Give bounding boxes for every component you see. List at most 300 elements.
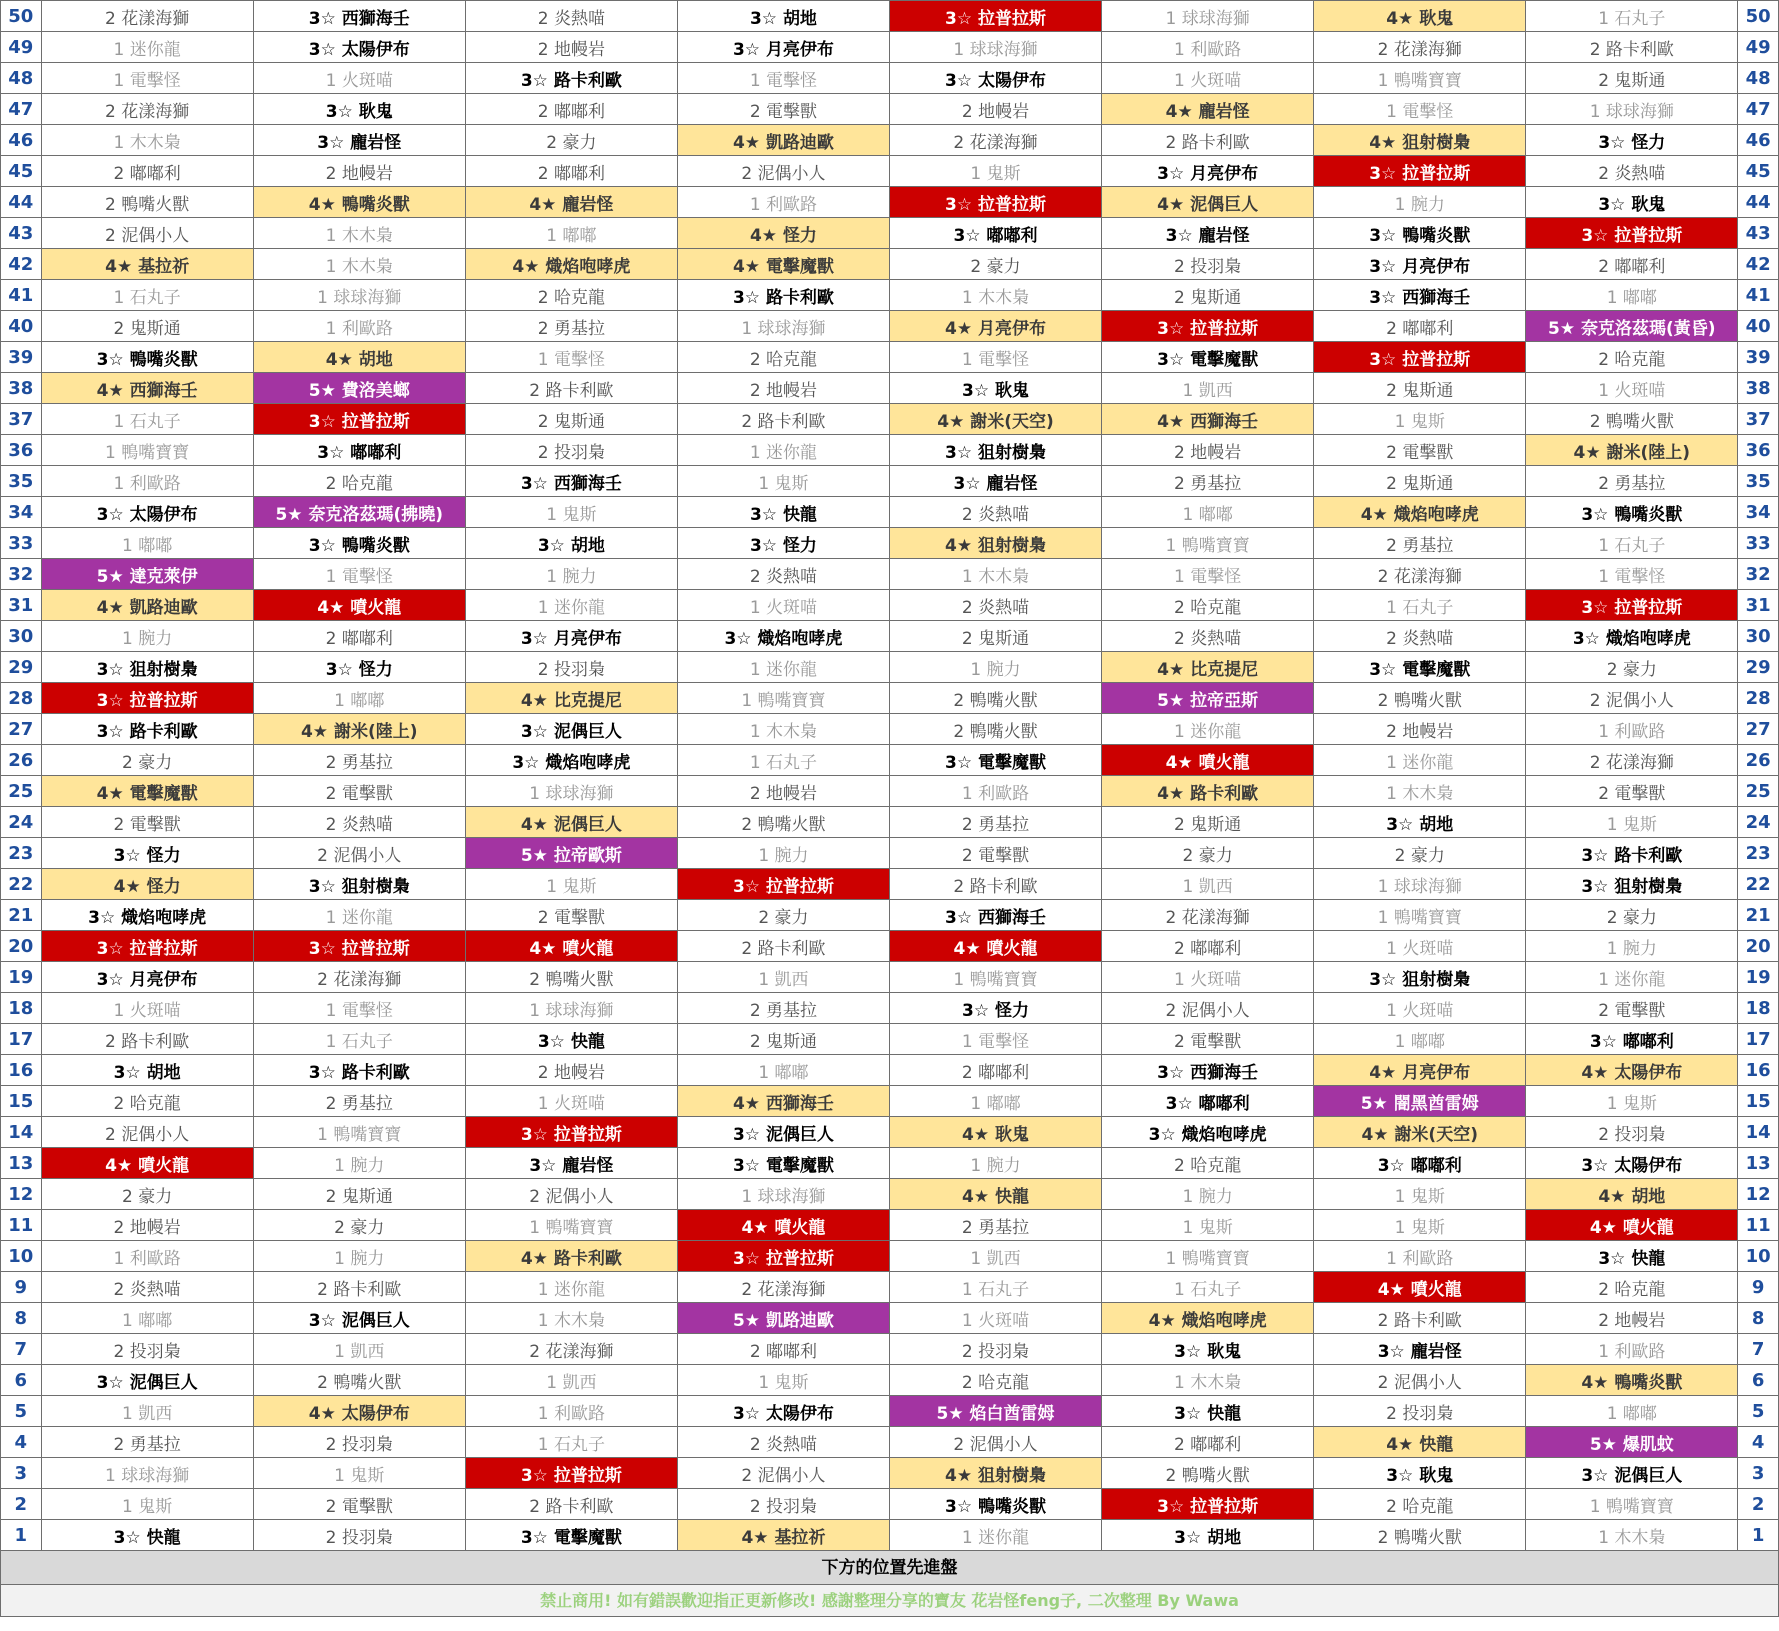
pokemon-name: 花漾海獅 <box>757 1279 826 1300</box>
pokemon-cell <box>41 1334 253 1365</box>
pokemon-name: 電擊獸 <box>553 907 605 928</box>
rank-label: 1 <box>758 1372 770 1393</box>
pokemon-cell <box>1102 621 1314 652</box>
pokemon-name: 腕力 <box>562 566 597 587</box>
rank-label: 1 <box>537 1279 549 1300</box>
row-number-left: 5 <box>1 1396 42 1427</box>
rank-label: 1 <box>749 194 761 215</box>
pokemon-cell <box>889 683 1101 714</box>
pokemon-cell <box>253 1086 465 1117</box>
pokemon-cell <box>465 1055 677 1086</box>
pokemon-cell <box>889 466 1101 497</box>
pokemon-cell <box>889 32 1101 63</box>
pokemon-name: 木木梟 <box>341 256 393 277</box>
pokemon-name: 豪力 <box>774 907 809 928</box>
rank-label: 1 <box>749 752 761 773</box>
pokemon-cell <box>1314 1365 1526 1396</box>
pokemon-cell <box>677 1365 889 1396</box>
pokemon-cell <box>253 1334 465 1365</box>
rank-label: 2 <box>325 814 337 835</box>
pokemon-name: 怪力 <box>782 225 817 246</box>
rank-label: 1 <box>970 1155 982 1176</box>
pokemon-cell <box>253 1303 465 1334</box>
pokemon-cell <box>41 404 253 435</box>
rank-label: 3☆ <box>1377 1341 1405 1362</box>
rank-label: 4★ <box>317 597 345 618</box>
pokemon-cell <box>1526 1086 1738 1117</box>
pokemon-cell <box>1526 249 1738 280</box>
rank-label: 1 <box>105 1465 116 1486</box>
pokemon-name: 利歐路 <box>766 194 818 215</box>
row-number-right: 42 <box>1738 249 1779 280</box>
pokemon-cell <box>253 559 465 590</box>
pokemon-name: 電擊獸 <box>341 783 393 804</box>
pokemon-cell <box>889 1427 1101 1458</box>
rank-label: 1 <box>1598 8 1610 29</box>
pokemon-name: 炎熱喵 <box>341 814 393 835</box>
pokemon-name: 西獅海壬 <box>1190 411 1259 432</box>
pokemon-cell <box>41 1427 253 1458</box>
rank-label: 1 <box>961 1310 973 1331</box>
rank-label: 2 <box>961 814 973 835</box>
rank-label: 3☆ <box>96 659 124 680</box>
pokemon-cell <box>1314 683 1526 714</box>
rank-label: 1 <box>1386 752 1397 773</box>
pokemon-cell <box>1526 342 1738 373</box>
rank-label: 1 <box>537 1310 549 1331</box>
pokemon-name: 拉普拉斯 <box>978 8 1047 29</box>
pokemon-cell <box>253 1520 465 1551</box>
pokemon-cell <box>677 1458 889 1489</box>
pokemon-cell <box>1526 1024 1738 1055</box>
pokemon-name: 投羽梟 <box>766 1496 818 1517</box>
pokemon-cell <box>1314 807 1526 838</box>
rank-label: 5★ <box>1589 1434 1617 1455</box>
pokemon-cell <box>677 1396 889 1427</box>
pokemon-name: 耿鬼 <box>1207 1341 1242 1362</box>
rank-label: 3☆ <box>1581 876 1609 897</box>
pokemon-cell <box>1526 1489 1738 1520</box>
pokemon-cell <box>1314 869 1526 900</box>
row-number-left: 18 <box>1 993 42 1024</box>
rank-label: 2 <box>325 628 337 649</box>
pokemon-name: 花漾海獅 <box>121 8 190 29</box>
pokemon-name: 泥偶巨人 <box>765 1124 834 1145</box>
rank-label: 1 <box>961 349 973 370</box>
rank-label: 2 <box>105 101 116 122</box>
pokemon-name: 腕力 <box>774 845 809 866</box>
rank-label: 3☆ <box>732 39 761 60</box>
pokemon-cell <box>677 776 889 807</box>
rank-label: 3☆ <box>325 101 353 122</box>
pokemon-cell <box>1314 1086 1526 1117</box>
rank-label: 2 <box>529 1496 541 1517</box>
rank-label: 1 <box>1182 380 1194 401</box>
pokemon-cell <box>1526 1427 1738 1458</box>
pokemon-name: 鬼斯通 <box>1190 814 1242 835</box>
rank-label: 3☆ <box>1581 597 1609 618</box>
pokemon-name: 電擊怪 <box>1190 566 1242 587</box>
pokemon-name: 拉普拉斯 <box>1402 349 1471 370</box>
pokemon-cell <box>41 900 253 931</box>
row-number-right: 39 <box>1738 342 1779 373</box>
pokemon-cell <box>1102 1179 1314 1210</box>
pokemon-cell <box>677 63 889 94</box>
pokemon-name: 西獅海壬 <box>1402 287 1471 308</box>
pokemon-name: 鴨嘴炎獸 <box>1402 225 1471 246</box>
rank-label: 1 <box>749 721 761 742</box>
pokemon-cell <box>465 94 677 125</box>
row-number-left: 15 <box>1 1086 42 1117</box>
pokemon-cell <box>253 1489 465 1520</box>
row-number-left: 33 <box>1 528 42 559</box>
row-number-right: 15 <box>1738 1086 1779 1117</box>
rank-label: 4★ <box>1589 1217 1617 1238</box>
pokemon-cell <box>465 559 677 590</box>
rank-label: 2 <box>105 1031 116 1052</box>
pokemon-name: 龐岩怪 <box>562 194 614 215</box>
pokemon-name: 熾焰咆哮虎 <box>1181 1124 1267 1145</box>
pokemon-name: 凱路迪歐 <box>765 132 834 153</box>
pokemon-cell <box>465 466 677 497</box>
pokemon-cell <box>1314 187 1526 218</box>
pokemon-cell <box>889 1055 1101 1086</box>
pokemon-cell <box>889 342 1101 373</box>
pokemon-name: 太陽伊布 <box>341 39 410 60</box>
pokemon-name: 哈克龍 <box>1402 1496 1454 1517</box>
pokemon-name: 快龍 <box>1419 1434 1454 1455</box>
pokemon-cell <box>1102 962 1314 993</box>
pokemon-cell <box>253 1396 465 1427</box>
pokemon-name: 花漾海獅 <box>1393 39 1462 60</box>
pokemon-name: 電擊怪 <box>978 349 1030 370</box>
pokemon-cell <box>1314 311 1526 342</box>
rank-label: 1 <box>1606 1093 1618 1114</box>
rank-label: 2 <box>105 194 116 215</box>
pokemon-cell <box>41 1086 253 1117</box>
rank-label: 2 <box>758 907 770 928</box>
rank-label: 1 <box>325 318 337 339</box>
pokemon-cell <box>465 776 677 807</box>
rank-label: 1 <box>1174 39 1185 60</box>
row-number-right: 50 <box>1738 1 1779 32</box>
pokemon-name: 嘟嘟利 <box>766 1341 818 1362</box>
rank-label: 2 <box>113 814 125 835</box>
rank-label: 4★ <box>945 535 973 556</box>
pokemon-cell <box>889 1272 1101 1303</box>
rank-label: 2 <box>105 8 116 29</box>
pokemon-name: 耿鬼 <box>1419 1465 1454 1486</box>
row-number-right: 2 <box>1738 1489 1779 1520</box>
pokemon-cell <box>253 1148 465 1179</box>
row-number-right: 48 <box>1738 63 1779 94</box>
pokemon-cell <box>1314 1117 1526 1148</box>
pokemon-name: 狙射樹梟 <box>978 1465 1047 1486</box>
pokemon-cell <box>889 1179 1101 1210</box>
pokemon-cell <box>1314 590 1526 621</box>
grid-row <box>1 652 1779 683</box>
pokemon-name: 路卡利歐 <box>1190 783 1259 804</box>
pokemon-name: 哈克龍 <box>978 1372 1030 1393</box>
pokemon-name: 路卡利歐 <box>333 1279 402 1300</box>
pokemon-cell <box>889 280 1101 311</box>
pokemon-name: 嘟嘟利 <box>553 163 605 184</box>
pokemon-cell <box>465 1520 677 1551</box>
row-number-left: 17 <box>1 1024 42 1055</box>
pokemon-cell <box>1526 962 1738 993</box>
pokemon-name: 路卡利歐 <box>1605 39 1674 60</box>
row-number-right: 29 <box>1738 652 1779 683</box>
rank-label: 3☆ <box>1369 349 1397 370</box>
rank-label: 2 <box>961 628 973 649</box>
row-number-left: 25 <box>1 776 42 807</box>
pokemon-cell <box>41 1396 253 1427</box>
rank-label: 3☆ <box>537 1031 565 1052</box>
rank-label: 3☆ <box>520 628 548 649</box>
pokemon-cell <box>677 218 889 249</box>
pokemon-cell <box>1102 1024 1314 1055</box>
pokemon-name: 耿鬼 <box>1631 194 1666 215</box>
rank-label: 2 <box>1165 1465 1177 1486</box>
pokemon-cell <box>1314 125 1526 156</box>
rank-label: 1 <box>113 132 125 153</box>
grid-row <box>1 94 1779 125</box>
pokemon-name: 電擊怪 <box>129 70 181 91</box>
pokemon-cell <box>1526 280 1738 311</box>
pokemon-cell <box>41 435 253 466</box>
row-number-left: 31 <box>1 590 42 621</box>
rank-label: 3☆ <box>96 504 124 525</box>
row-number-right: 44 <box>1738 187 1779 218</box>
pokemon-cell <box>1102 497 1314 528</box>
pokemon-cell <box>1314 559 1526 590</box>
row-number-right: 34 <box>1738 497 1779 528</box>
pokemon-cell <box>253 931 465 962</box>
grid-row <box>1 1 1779 32</box>
pokemon-name: 月亮伊布 <box>1190 163 1259 184</box>
pokemon-cell <box>889 94 1101 125</box>
rank-label: 4★ <box>96 380 124 401</box>
pokemon-cell <box>889 559 1101 590</box>
rank-label: 3☆ <box>96 690 124 711</box>
pokemon-name: 投羽梟 <box>341 1434 393 1455</box>
grid-row <box>1 1489 1779 1520</box>
pokemon-cell <box>1102 900 1314 931</box>
rank-label: 2 <box>1386 721 1397 742</box>
rank-label: 2 <box>537 318 549 339</box>
pokemon-cell <box>889 745 1101 776</box>
grid-row <box>1 931 1779 962</box>
rank-label: 2 <box>1377 39 1389 60</box>
pokemon-name: 基拉祈 <box>138 256 190 277</box>
pokemon-name: 豪力 <box>1410 845 1445 866</box>
pokemon-cell <box>41 869 253 900</box>
rank-label: 1 <box>741 318 753 339</box>
pokemon-cell <box>41 1365 253 1396</box>
pokemon-name: 嘟嘟利 <box>341 628 393 649</box>
pokemon-name: 拉普拉斯 <box>341 938 410 959</box>
pokemon-name: 熾焰咆哮虎 <box>1605 628 1691 649</box>
pokemon-cell <box>41 373 253 404</box>
pokemon-cell <box>1526 1520 1738 1551</box>
row-number-right: 9 <box>1738 1272 1779 1303</box>
pokemon-cell <box>889 249 1101 280</box>
grid-row <box>1 1117 1779 1148</box>
pokemon-cell <box>677 652 889 683</box>
grid-row <box>1 1179 1779 1210</box>
rank-label: 3☆ <box>1589 1031 1617 1052</box>
pokemon-cell <box>253 652 465 683</box>
pokemon-name: 路卡利歐 <box>757 411 826 432</box>
rank-label: 2 <box>1598 163 1610 184</box>
pokemon-name: 電擊怪 <box>1402 101 1454 122</box>
rank-label: 1 <box>970 1248 982 1269</box>
pokemon-name: 泥偶小人 <box>969 1434 1038 1455</box>
pokemon-name: 石丸子 <box>553 1434 605 1455</box>
pokemon-cell <box>465 1086 677 1117</box>
rank-label: 2 <box>1386 1403 1397 1424</box>
rank-label: 4★ <box>1598 1186 1626 1207</box>
grid-row <box>1 559 1779 590</box>
pokemon-name: 利歐路 <box>1614 721 1666 742</box>
pokemon-name: 石丸子 <box>978 1279 1030 1300</box>
pokemon-cell <box>1314 1148 1526 1179</box>
pokemon-name: 花漾海獅 <box>1605 752 1674 773</box>
pokemon-name: 凱路迪歐 <box>765 1310 834 1331</box>
pokemon-name: 凱西 <box>986 1248 1021 1269</box>
rank-label: 1 <box>953 39 965 60</box>
pokemon-name: 鴨嘴炎獸 <box>341 194 410 215</box>
pokemon-name: 鬼斯 <box>138 1496 173 1517</box>
pokemon-cell <box>1314 838 1526 869</box>
pokemon-name: 投羽梟 <box>553 442 605 463</box>
rank-label: 1 <box>537 1434 549 1455</box>
pokemon-cell <box>1526 1334 1738 1365</box>
rank-label: 5★ <box>732 1310 761 1331</box>
pokemon-cell <box>1314 1427 1526 1458</box>
pokemon-cell <box>1314 931 1526 962</box>
rank-label: 3☆ <box>96 349 124 370</box>
pokemon-cell <box>465 435 677 466</box>
pokemon-cell <box>41 931 253 962</box>
row-number-left: 30 <box>1 621 42 652</box>
rank-label: 1 <box>113 473 125 494</box>
rank-label: 1 <box>749 659 761 680</box>
grid-row <box>1 962 1779 993</box>
pokemon-cell <box>677 466 889 497</box>
pokemon-cell <box>41 156 253 187</box>
rank-label: 2 <box>1598 1310 1610 1331</box>
pokemon-name: 花漾海獅 <box>121 101 190 122</box>
pokemon-cell <box>677 1272 889 1303</box>
pokemon-name: 鬼斯通 <box>129 318 181 339</box>
pokemon-cell <box>889 311 1101 342</box>
rank-label: 3☆ <box>520 1527 548 1548</box>
pokemon-name: 利歐路 <box>129 1248 181 1269</box>
rank-label: 4★ <box>953 938 981 959</box>
pokemon-cell <box>1102 1303 1314 1334</box>
pokemon-cell <box>1102 1055 1314 1086</box>
row-number-left: 23 <box>1 838 42 869</box>
rank-label: 2 <box>105 1124 116 1145</box>
pokemon-name: 電擊獸 <box>1190 1031 1242 1052</box>
grid-row <box>1 1520 1779 1551</box>
rank-label: 5★ <box>275 504 303 525</box>
row-number-left: 2 <box>1 1489 42 1520</box>
pokemon-cell <box>677 993 889 1024</box>
rank-label: 3☆ <box>537 535 565 556</box>
pokemon-name: 勇基拉 <box>341 1093 393 1114</box>
pokemon-cell <box>1526 497 1738 528</box>
grid-row <box>1 869 1779 900</box>
pokemon-name: 鴨嘴火獸 <box>969 690 1038 711</box>
pokemon-name: 拉帝歐斯 <box>553 845 622 866</box>
row-number-right: 23 <box>1738 838 1779 869</box>
pokemon-cell <box>253 435 465 466</box>
pokemon-name: 狙射樹梟 <box>341 876 410 897</box>
rank-label: 2 <box>741 1465 753 1486</box>
pokemon-cell <box>677 1210 889 1241</box>
rank-label: 3☆ <box>1369 969 1397 990</box>
rank-label: 2 <box>1377 1527 1389 1548</box>
rank-label: 2 <box>1598 473 1610 494</box>
pokemon-cell <box>41 652 253 683</box>
pokemon-name: 鬼斯 <box>986 163 1021 184</box>
pokemon-name: 炎熱喵 <box>1614 163 1666 184</box>
row-number-right: 45 <box>1738 156 1779 187</box>
pokemon-cell <box>1526 838 1738 869</box>
pokemon-cell <box>1314 528 1526 559</box>
pokemon-name: 泥偶巨人 <box>341 1310 410 1331</box>
grid-row <box>1 1334 1779 1365</box>
pokemon-name: 投羽梟 <box>1190 256 1242 277</box>
pokemon-name: 火斑喵 <box>129 1000 181 1021</box>
pokemon-name: 拉普拉斯 <box>129 690 198 711</box>
pokemon-name: 嘟嘟 <box>1622 287 1657 308</box>
pokemon-cell <box>41 559 253 590</box>
pokemon-cell <box>1526 807 1738 838</box>
pokemon-cell <box>1526 1396 1738 1427</box>
pokemon-name: 地幔岩 <box>341 163 393 184</box>
pokemon-name: 狙射樹梟 <box>129 659 198 680</box>
pokemon-cell <box>677 528 889 559</box>
pokemon-cell <box>1526 1241 1738 1272</box>
pokemon-cell <box>41 342 253 373</box>
rank-label: 4★ <box>945 318 973 339</box>
grid-row <box>1 683 1779 714</box>
pokemon-name: 泥偶小人 <box>545 1186 614 1207</box>
pokemon-name: 鬼斯通 <box>1614 70 1666 91</box>
pokemon-cell <box>889 993 1101 1024</box>
row-number-left: 45 <box>1 156 42 187</box>
pokemon-cell <box>1526 1365 1738 1396</box>
pokemon-name: 炎熱喵 <box>978 597 1030 618</box>
rank-label: 2 <box>1377 566 1389 587</box>
rank-label: 4★ <box>113 876 141 897</box>
rank-label: 1 <box>1394 411 1406 432</box>
pokemon-cell <box>41 807 253 838</box>
rank-label: 2 <box>961 1372 973 1393</box>
rank-label: 2 <box>1589 411 1601 432</box>
pokemon-name: 費洛美螂 <box>341 380 410 401</box>
grid-row <box>1 745 1779 776</box>
pokemon-cell <box>889 1520 1101 1551</box>
rank-label: 4★ <box>1157 411 1185 432</box>
pokemon-name: 地幔岩 <box>1614 1310 1666 1331</box>
rank-label: 1 <box>961 566 973 587</box>
pokemon-cell <box>1526 714 1738 745</box>
pokemon-name: 怪力 <box>995 1000 1030 1021</box>
